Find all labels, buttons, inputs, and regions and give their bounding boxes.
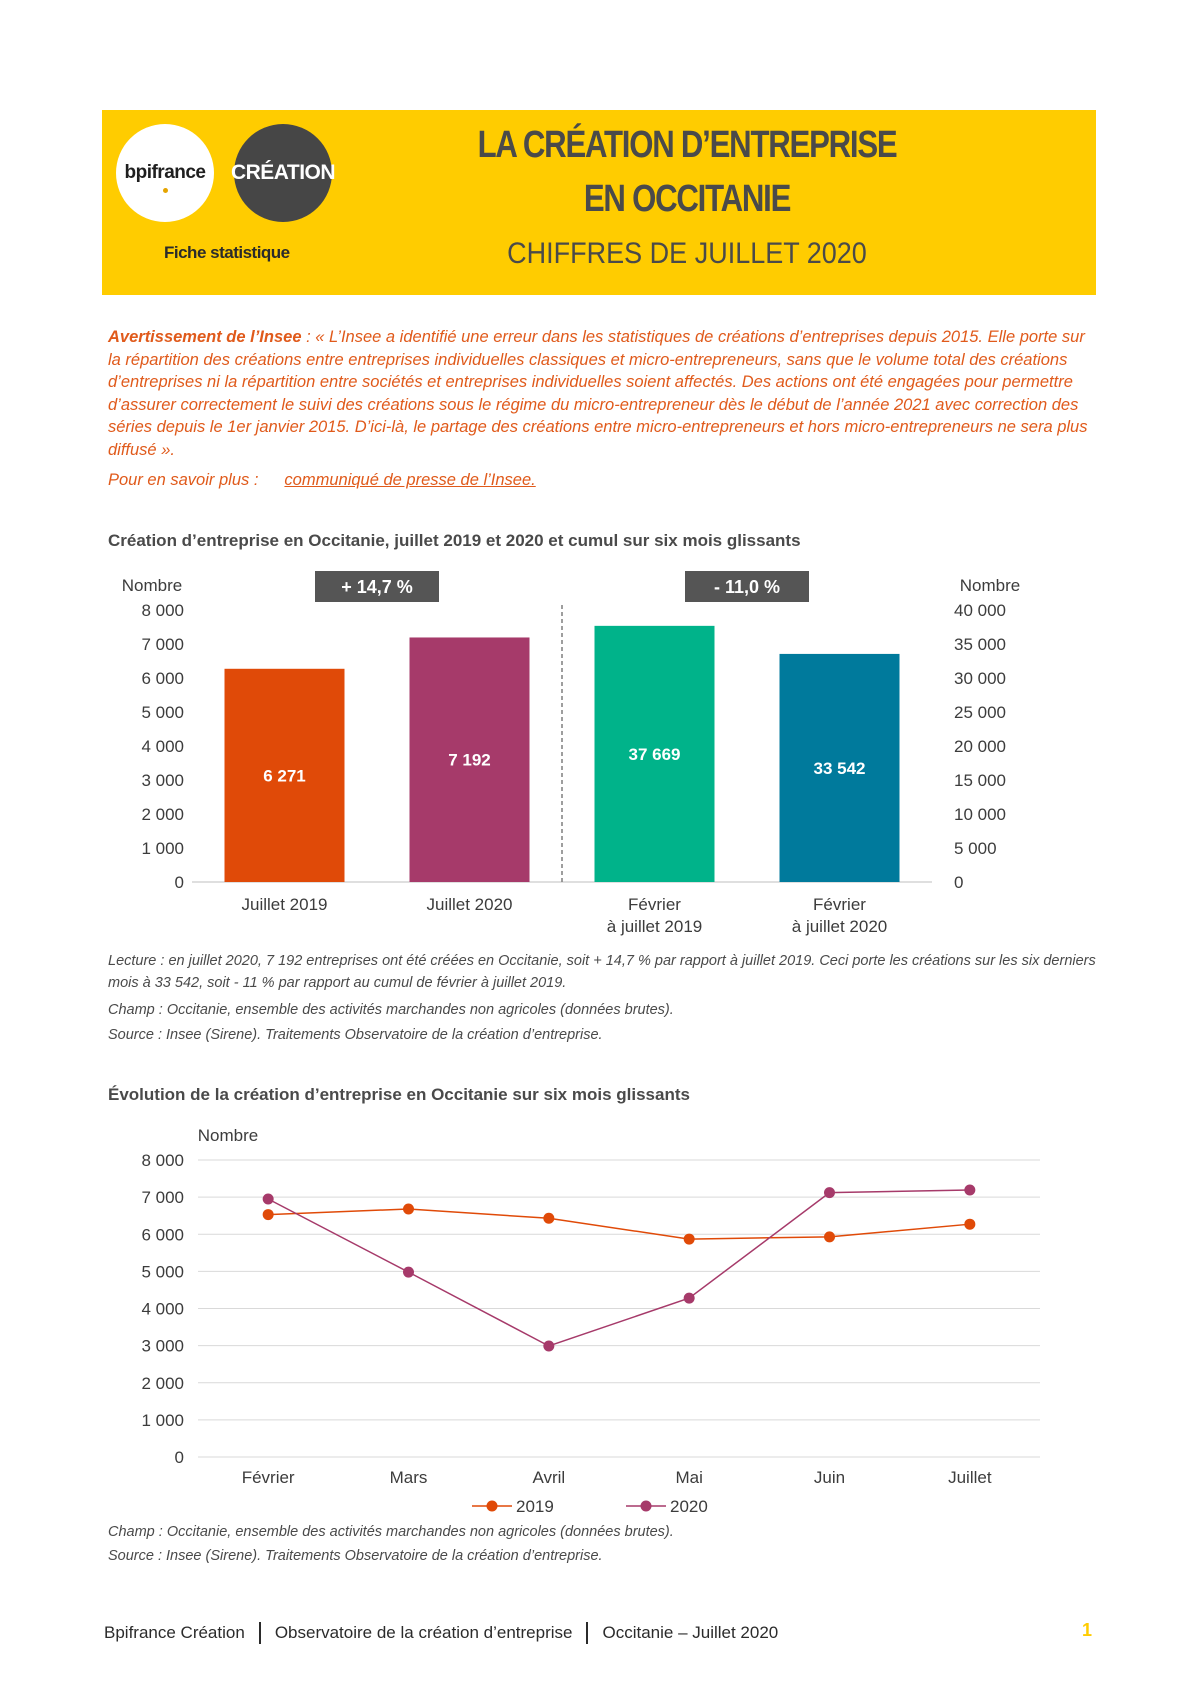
page-subtitle: CHIFFRES DE JUILLET 2020 [507,237,867,270]
bar-chart [0,560,1190,960]
left-tick-label: 7 000 [141,635,184,654]
insee-warning [108,326,1088,461]
legend-marker [487,1501,498,1512]
category-label: Juillet 2019 [241,895,328,914]
page-title-line1: LA CRÉATION D’ENTREPRISE [477,124,897,166]
data-point [684,1293,695,1304]
chart2-champ: Champ : Occitanie, ensemble des activités marchandes non agricoles (données brutes). [108,1524,674,1540]
right-tick-label: 35 000 [954,635,1006,654]
footer-separator [586,1622,588,1644]
data-point [403,1267,414,1278]
data-point [964,1184,975,1195]
right-tick-label: 40 000 [954,601,1006,620]
chart2-title: Évolution de la création d’entreprise en Occitanie sur six mois glissants [108,1085,690,1104]
data-point [684,1234,695,1245]
bar-value-label: 7 192 [448,750,491,770]
category-label: à juillet 2020 [791,917,888,936]
right-tick-label: 30 000 [954,669,1006,688]
warning-lead: Avertissement de l’Insee [108,328,302,346]
chart1-champ: Champ : Occitanie, ensemble des activités marchandes non agricoles (données brutes). [108,1002,674,1018]
y-tick-label: 7 000 [141,1188,184,1208]
y-tick-label: 1 000 [141,1410,184,1430]
x-tick-label: Mars [389,1468,428,1487]
left-tick-label: 4 000 [141,737,184,756]
y-axis-label: Nombre [197,1126,259,1145]
left-tick-label: 8 000 [141,601,184,620]
category-label: à juillet 2019 [606,917,703,936]
change-badge-label: + 14,7 % [341,577,413,597]
y-tick-label: 3 000 [141,1336,184,1356]
x-tick-label: Juin [813,1468,846,1487]
bpifrance-logo-text: bpifrance [124,162,206,183]
x-tick-label: Février [241,1468,295,1487]
category-label: Juillet 2020 [426,895,513,914]
y-tick-label: 8 000 [141,1151,184,1170]
right-axis-label: Nombre [959,576,1021,595]
data-point [403,1204,414,1215]
right-tick-label: 20 000 [954,737,1006,756]
right-tick-label: 10 000 [954,805,1006,824]
left-axis-label: Nombre [121,576,183,595]
y-tick-label: 5 000 [141,1262,184,1282]
bar-value-label: 6 271 [263,766,306,786]
y-tick-label: 0 [174,1448,184,1467]
series-line [268,1190,970,1346]
more-info [108,471,536,490]
x-tick-label: Juillet [948,1468,992,1487]
data-point [824,1231,835,1242]
data-point [824,1187,835,1198]
data-point [964,1219,975,1230]
more-info-label: Pour en savoir plus : [108,471,259,489]
left-tick-label: 3 000 [141,771,184,790]
legend-label: 2019 [516,1497,554,1516]
data-point [263,1209,274,1220]
x-tick-label: Mai [675,1468,703,1487]
y-tick-label: 4 000 [141,1299,184,1319]
creation-logo [230,124,336,222]
category-label: Février [628,895,681,914]
footer-brand: Bpifrance Création [104,1623,245,1642]
footer [104,1622,778,1644]
category-label: Février [813,895,866,914]
logo-dot-icon [163,188,168,193]
left-tick-label: 0 [174,873,184,892]
data-point [543,1213,554,1224]
right-tick-label: 5 000 [954,839,997,858]
page-number: 1 [1082,1620,1093,1640]
y-tick-label: 2 000 [141,1373,184,1393]
footer-region-date: Occitanie – Juillet 2020 [602,1623,779,1642]
left-tick-label: 5 000 [141,703,184,722]
bpifrance-logo [116,124,214,222]
creation-logo-text: CRÉATION [230,161,336,184]
x-tick-label: Avril [532,1468,566,1487]
bar-value-label: 33 542 [813,758,866,778]
y-tick-label: 6 000 [141,1225,184,1245]
data-point [543,1340,554,1351]
change-badge-label: - 11,0 % [713,577,781,597]
right-tick-label: 15 000 [954,771,1006,790]
header-banner [102,110,1096,295]
warning-text: : « L’Insee a identifié une erreur dans les statistiques de créations d’entreprises depuis 2015. Elle porte sur la répartition des créations entre entreprises individuelles classiques et micro-entrepreneurs, sans que le volume total des créations d’entreprises ni la répartition entre sociétés et entreprises individuelles soient affectés. Des actions ont été engagées pour permettre d’assurer correctement le suivi des créations sous le régime du micro-entrepreneur dès le début de l’année 2021 avec correction des séries depuis le 1er janvier 2015. D’ici-là, le partage des créations entre micro-entrepreneurs et hors micro-entrepreneurs ne sera plus diffusé ». [108,328,1088,459]
legend-label: 2020 [670,1497,708,1516]
line-chart [0,1110,1190,1530]
chart1-lecture: Lecture : en juillet 2020, 7 192 entreprises ont été créées en Occitanie, soit + 14,7 % par rapport à juillet 2019. Ceci porte les créations sur les six derniers mois à 33 542, soit - 11 % par rapport au cumul de février à juillet 2019. [108,953,1096,991]
bar-value-label: 37 669 [628,744,681,764]
legend-marker [641,1501,652,1512]
footer-observatory: Observatoire de la création d’entreprise [274,1623,573,1642]
right-tick-label: 0 [954,873,964,892]
left-tick-label: 2 000 [141,805,184,824]
footer-separator [259,1622,261,1644]
page-title-line2: EN OCCITANIE [583,178,791,220]
chart1-source: Source : Insee (Sirene). Traitements Observatoire de la création d’entreprise. [108,1027,603,1043]
right-tick-label: 25 000 [954,703,1006,722]
insee-press-link[interactable]: communiqué de presse de l’Insee. [284,471,536,489]
left-tick-label: 1 000 [141,839,184,858]
fiche-label: Fiche statistique [164,243,290,262]
left-tick-label: 6 000 [141,669,184,688]
chart1-title: Création d’entreprise en Occitanie, juillet 2019 et 2020 et cumul sur six mois glissants [108,531,801,550]
data-point [263,1193,274,1204]
chart2-source: Source : Insee (Sirene). Traitements Observatoire de la création d’entreprise. [108,1548,603,1564]
